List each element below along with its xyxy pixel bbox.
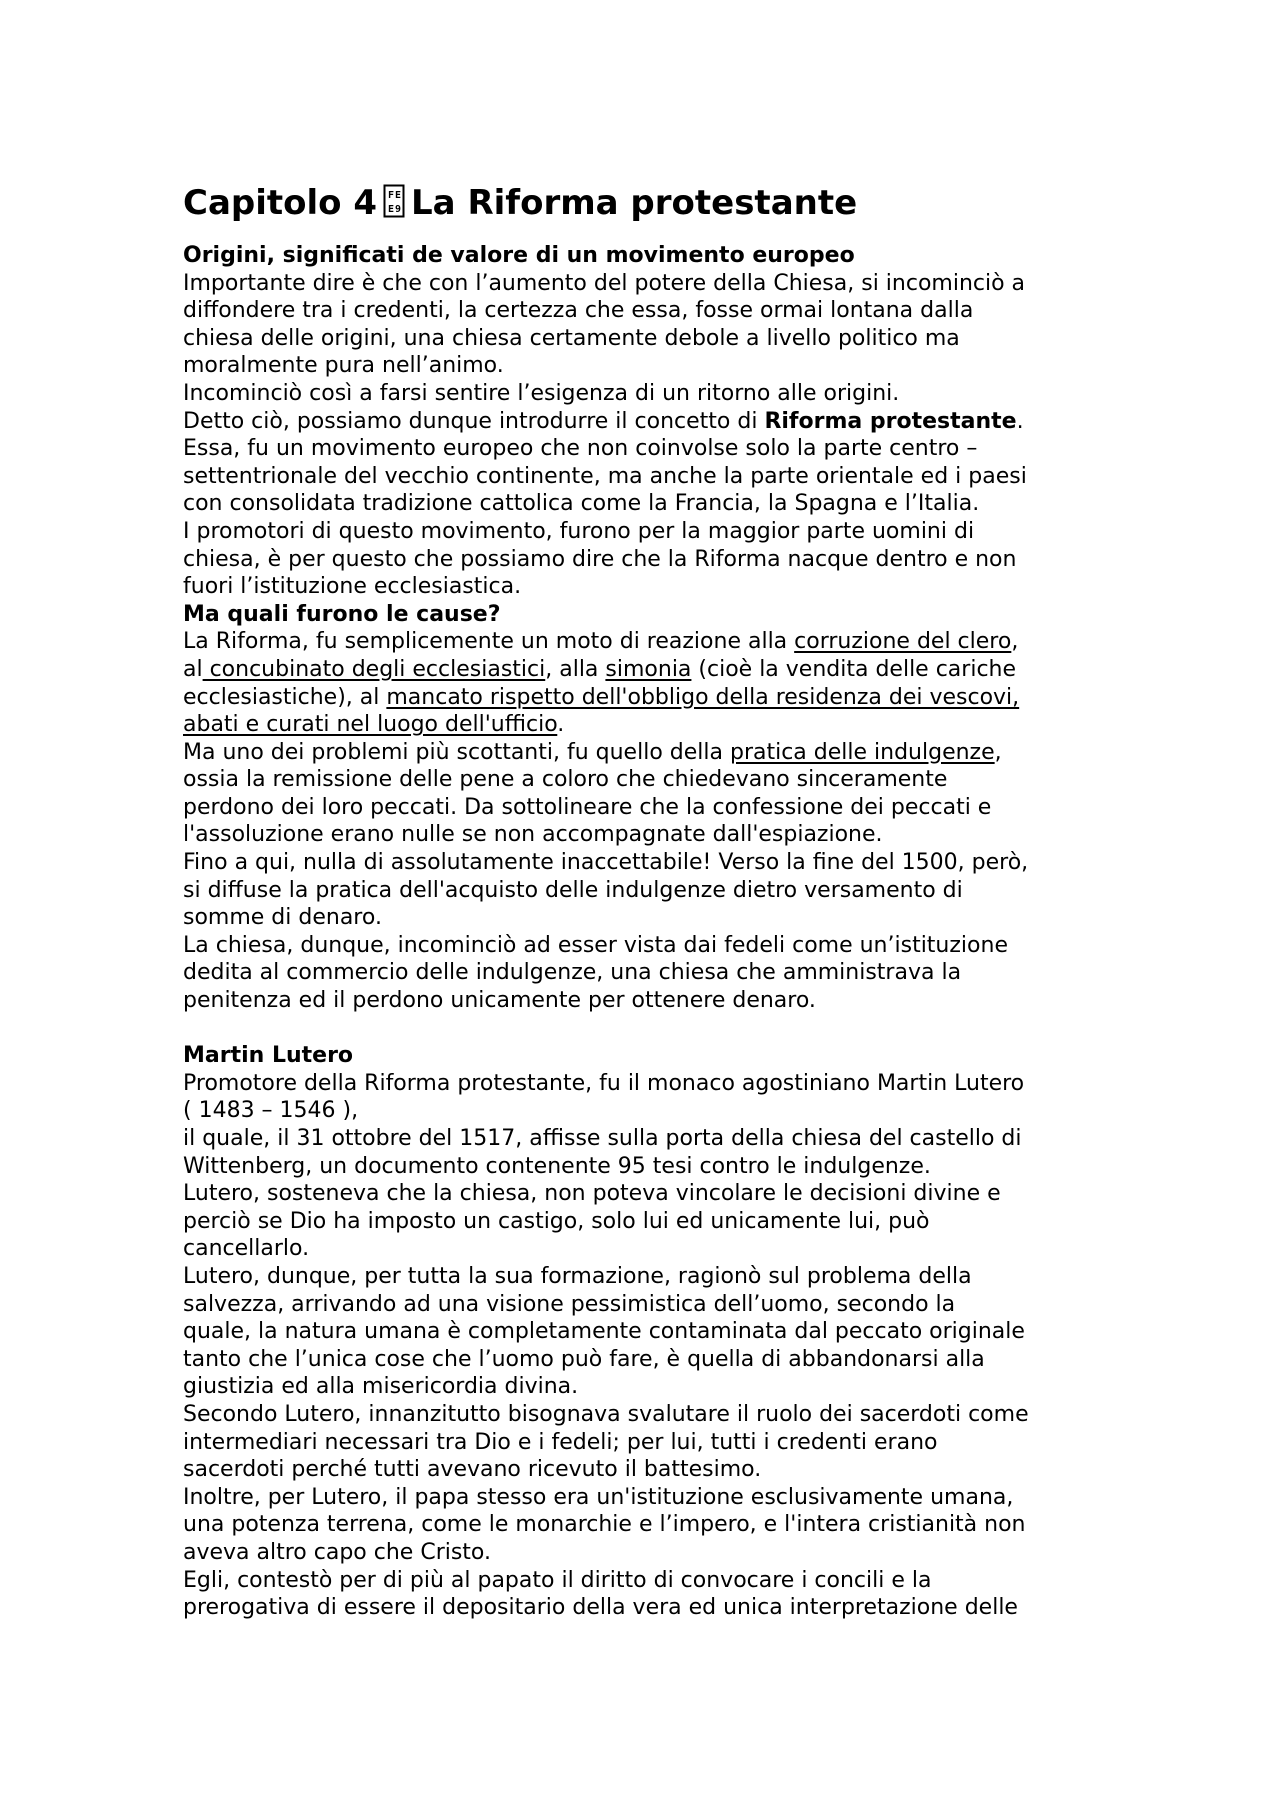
text-line: Incominciò così a farsi sentire l’esigenza di un ritorno alle origini. — [183, 380, 900, 406]
document-body — [183, 242, 1103, 1622]
text-span: , — [994, 739, 1002, 765]
text-span: (cioè la vendita delle cariche — [691, 656, 1017, 682]
text-line — [183, 656, 1103, 684]
text-line: ossia la remissione delle pene a coloro che chiedevano sinceramente — [183, 767, 948, 793]
text-line: Lutero, sosteneva che la chiesa, non poteva vincolare le decisioni divine e — [183, 1181, 1001, 1207]
text-span: ecclesiastiche), al — [183, 684, 387, 710]
text-span: . — [1016, 408, 1024, 434]
text-line: Essa, fu un movimento europeo che non coinvolse solo la parte centro – — [183, 436, 978, 462]
text-line: sacerdoti perché tutti avevano ricevuto il battesimo. — [183, 1457, 762, 1483]
text-line: ( 1483 – 1546 ), — [183, 1098, 359, 1124]
underlined-term: pratica delle indulgenze — [729, 739, 995, 765]
section-heading-lutero: Martin Lutero — [183, 1043, 354, 1069]
text-line: Importante dire è che con l’aumento del potere della Chiesa, si incominciò a — [183, 270, 1026, 296]
text-line: Egli, contestò per di più al papato il diritto di convocare i concili e la — [183, 1567, 932, 1593]
text-line: penitenza ed il perdono unicamente per ottenere denaro. — [183, 988, 816, 1014]
text-line: diffondere tra i credenti, la certezza che essa, fosse ormai lontana dalla — [183, 298, 974, 324]
text-span: . — [557, 712, 565, 738]
text-line: il quale, il 31 ottobre del 1517, affisse sulla porta della chiesa del castello di — [183, 1126, 1022, 1151]
svg-text:E: E — [388, 204, 395, 215]
text-line — [183, 739, 1103, 767]
text-line: si diffuse la pratica dell'acquisto delle indulgenze dietro versamento di — [183, 877, 963, 903]
text-line — [183, 628, 1103, 656]
title-subject: La Riforma protestante — [411, 183, 858, 223]
underlined-term: simonia — [605, 656, 692, 682]
document-page — [183, 180, 1103, 1622]
text-line: Fino a qui, nulla di assolutamente inaccettabile! Verso la fine del 1500, però, — [183, 850, 1029, 876]
text-line: con consolidata tradizione cattolica come la Francia, la Spagna e l’Italia. — [183, 491, 980, 517]
text-line: prerogativa di essere il depositario della vera ed unica interpretazione delle — [183, 1595, 1018, 1621]
bold-term: Riforma protestante — [764, 408, 1017, 434]
underlined-term: abati e curati nel luogo dell'ufficio — [183, 712, 558, 738]
text-line: settentrionale del vecchio continente, ma anche la parte orientale ed i paesi — [183, 463, 1027, 489]
text-line: tanto che l’unica cose che l’uomo può fare, è quella di abbandonarsi alla — [183, 1346, 985, 1372]
text-span: al — [183, 656, 203, 682]
text-line: somme di denaro. — [183, 905, 382, 931]
text-line: una potenza terrena, come le monarchie e l’impero, e l'intera cristianità non — [183, 1512, 1026, 1538]
text-line: La chiesa, dunque, incominciò ad esser vista dai fedeli come un’istituzione — [183, 932, 1008, 958]
text-span: , alla — [545, 656, 606, 682]
svg-text:F: F — [388, 190, 395, 201]
text-line: l'assoluzione erano nulle se non accompagnate dall'espiazione. — [183, 822, 883, 848]
text-line: Secondo Lutero, innanzitutto bisognava svalutare il ruolo dei sacerdoti come — [183, 1401, 1029, 1427]
text-line: perciò se Dio ha imposto un castigo, solo lui ed unicamente lui, può — [183, 1208, 930, 1234]
text-line: Wittenberg, un documento contenente 95 tesi contro le indulgenze. — [183, 1153, 931, 1179]
text-line: cancellarlo. — [183, 1236, 310, 1262]
missing-glyph-icon — [383, 184, 405, 218]
text-line — [183, 408, 1103, 436]
text-line: fuori l’istituzione ecclesiastica. — [183, 574, 522, 600]
text-line: intermediari necessari tra Dio e i fedeli; per lui, tutti i credenti erano — [183, 1429, 938, 1455]
text-span: Ma uno dei problemi più scottanti, fu quello della — [183, 739, 730, 765]
text-line: Inoltre, per Lutero, il papa stesso era un'istituzione esclusivamente umana, — [183, 1484, 1014, 1510]
underlined-term: concubinato degli ecclesiastici — [202, 656, 546, 682]
text-line: moralmente pura nell’animo. — [183, 353, 504, 379]
text-line: salvezza, arrivando ad una visione pessimistica dell’uomo, secondo la — [183, 1291, 956, 1317]
text-span: , — [1011, 629, 1019, 655]
underlined-term: mancato rispetto dell'obbligo della residenza dei vescovi, — [386, 684, 1020, 710]
svg-text:E: E — [395, 190, 402, 201]
text-line: chiesa, è per questo che possiamo dire che la Riforma nacque dentro e non — [183, 546, 1017, 572]
text-line: aveva altro capo che Cristo. — [183, 1539, 491, 1565]
text-line: perdono dei loro peccati. Da sottolineare che la confessione dei peccati e — [183, 794, 992, 820]
text-line: quale, la natura umana è completamente contaminata dal peccato originale — [183, 1319, 1025, 1345]
text-span: Detto ciò, possiamo dunque introdurre il concetto di — [183, 408, 765, 434]
text-line: chiesa delle origini, una chiesa certamente debole a livello politico ma — [183, 325, 960, 351]
underlined-term: corruzione del clero — [794, 629, 1012, 655]
text-line — [183, 711, 1103, 739]
section-heading-origini: Origini, significati de valore di un movimento europeo — [183, 243, 855, 268]
svg-text:9: 9 — [395, 204, 402, 215]
text-span: La Riforma, fu semplicemente un moto di reazione alla — [183, 629, 795, 655]
text-line: Lutero, dunque, per tutta la sua formazione, ragionò sul problema della — [183, 1263, 972, 1289]
text-line: Promotore della Riforma protestante, fu il monaco agostiniano Martin Lutero — [183, 1070, 1025, 1096]
text-line: giustizia ed alla misericordia divina. — [183, 1374, 579, 1400]
page-title — [183, 180, 1103, 226]
title-chapter: Capitolo 4 — [183, 183, 378, 223]
text-line: dedita al commercio delle indulgenze, una chiesa che amministrava la — [183, 960, 962, 986]
paragraph-gap — [183, 1015, 1103, 1043]
text-line — [183, 684, 1103, 712]
section-heading-cause: Ma quali furono le cause? — [183, 601, 501, 627]
text-line: I promotori di questo movimento, furono per la maggior parte uomini di — [183, 518, 975, 544]
